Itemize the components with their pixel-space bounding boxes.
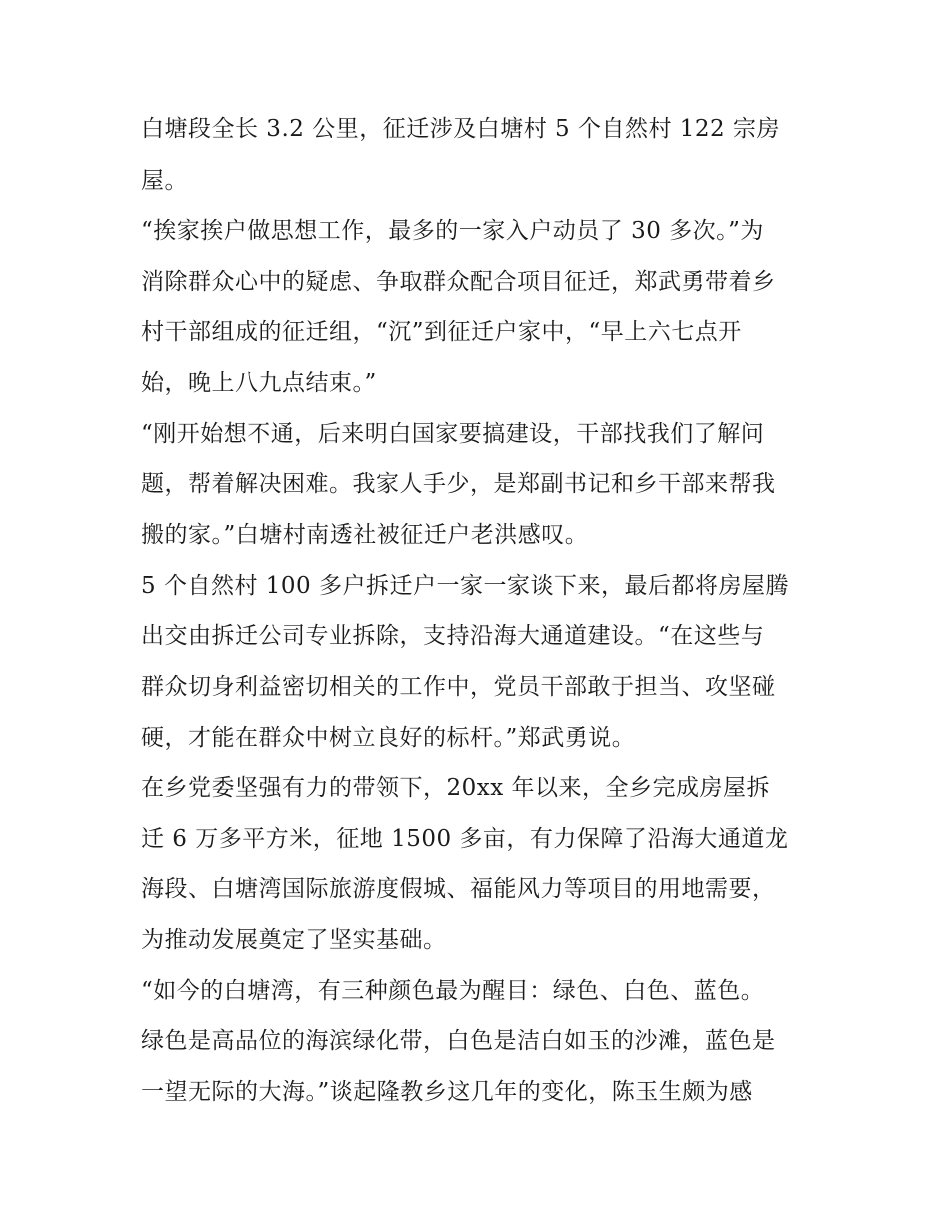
text-line: 在乡党委坚强有力的带领下，20xx 年以来，全乡完成房屋拆 xyxy=(141,775,771,801)
text-line: 绿色是高品位的海滨绿化带，白色是洁白如玉的沙滩，蓝色是 xyxy=(141,1028,776,1054)
text-line: 群众切身利益密切相关的工作中，党员干部敢于担当、攻坚碰 xyxy=(141,674,776,700)
text-line: “刚开始想不通，后来明白国家要搞建设，干部找我们了解问 xyxy=(141,421,765,447)
text-line: 搬的家。”白塘村南透社被征迁户老洪感叹。 xyxy=(141,522,589,548)
text-line: 硬，才能在群众中树立良好的标杆。”郑武勇说。 xyxy=(141,725,636,751)
text-line: “挨家挨户做思想工作，最多的一家入户动员了 30 多次。”为 xyxy=(141,218,764,244)
text-line: 消除群众心中的疑虑、争取群众配合项目征迁，郑武勇带着乡 xyxy=(141,269,776,295)
text-line: 海段、白塘湾国际旅游度假城、福能风力等项目的用地需要， xyxy=(141,876,776,902)
text-line: “如今的白塘湾，有三种颜色最为醒目：绿色、白色、蓝色。 xyxy=(141,978,765,1004)
text-line: 白塘段全长 3.2 公里，征迁涉及白塘村 5 个自然村 122 宗房 xyxy=(141,116,780,142)
text-line: 5 个自然村 100 多户拆迁户一家一家谈下来，最后都将房屋腾 xyxy=(141,573,789,599)
text-line: 为推动发展奠定了坚实基础。 xyxy=(141,927,447,953)
text-line: 迁 6 万多平方米，征地 1500 多亩，有力保障了沿海大通道龙 xyxy=(141,826,789,852)
text-line: 一望无际的大海。”谈起隆教乡这几年的变化，陈玉生颇为感 xyxy=(141,1079,753,1105)
text-line: 屋。 xyxy=(141,168,188,194)
text-line: 村干部组成的征迁组，“沉”到征迁户家中，“早上六七点开 xyxy=(141,319,742,345)
text-line: 出交由拆迁公司专业拆除，支持沿海大通道建设。“在这些与 xyxy=(141,623,765,649)
text-line: 题，帮着解决困难。我家人手少，是郑副书记和乡干部来帮我 xyxy=(141,471,776,497)
text-line: 始，晚上八九点结束。” xyxy=(141,370,377,396)
